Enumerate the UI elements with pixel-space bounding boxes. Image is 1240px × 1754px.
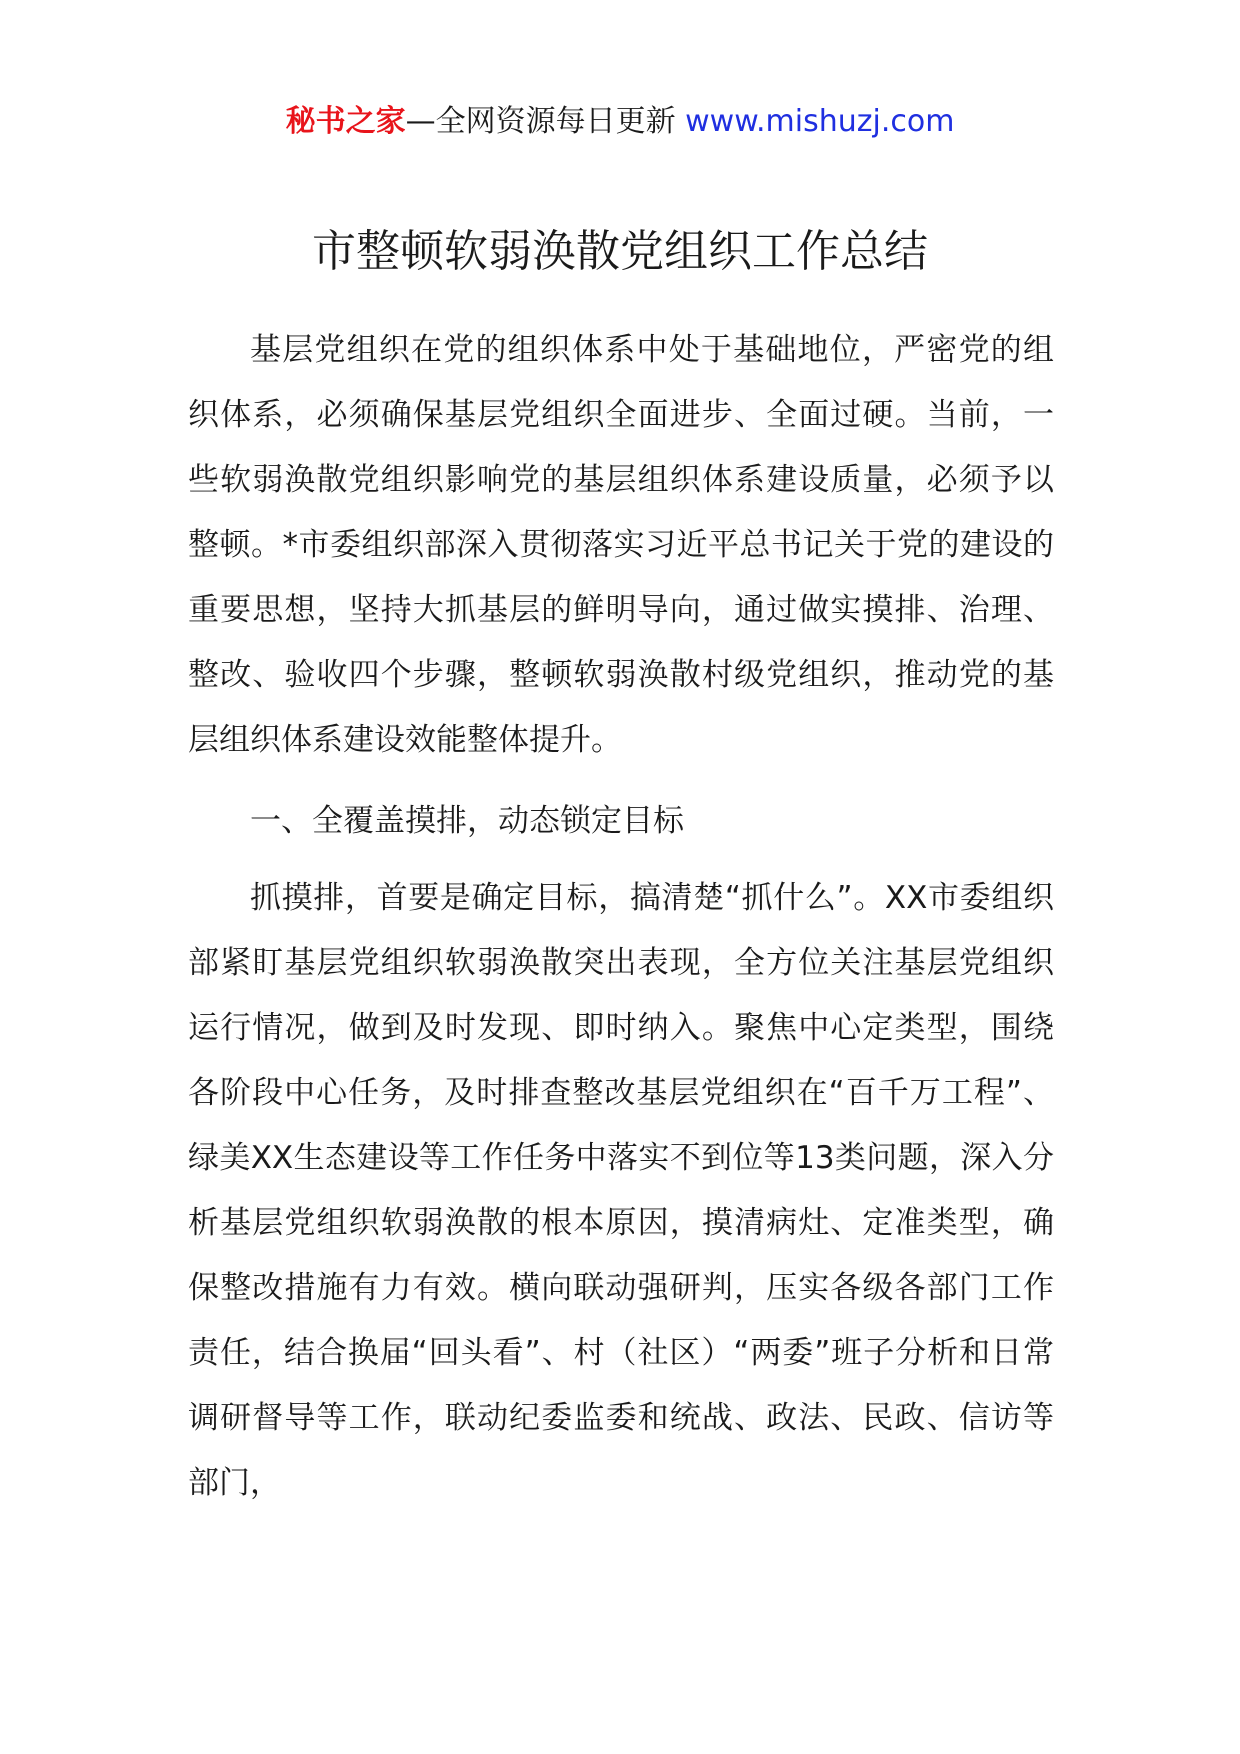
brand-name: 秘书之家 (285, 104, 406, 139)
site-url-link[interactable]: www.mishuzj.com (685, 104, 955, 139)
document-body (188, 318, 1054, 1516)
section-1-paragraph: 抓摸排，首要是确定目标，搞清楚“抓什么”。XX市委组织部紧盯基层党组织软弱涣散突出表现，全方位关注基层党组织运行情况，做到及时发现、即时纳入。聚焦中心定类型，围绕各阶段中心任务，及时排查整改基层党组织在“百千万工程”、绿美XX生态建设等工作任务中落实不到位等13类问题，深入分析基层党组织软弱涣散的根本原因，摸清病灶、定准类型，确保整改措施有力有效。横向联动强研判，压实各级各部门工作责任，结合换届“回头看”、村（社区）“两委”班子分析和日常调研督导等工作，联动纪委监委和统战、政法、民政、信访等部门， (188, 880, 1054, 1501)
header-tagline: —全网资源每日更新 (405, 104, 686, 139)
document-title: 市整顿软弱涣散党组织工作总结 (312, 226, 928, 277)
intro-paragraph: 基层党组织在党的组织体系中处于基础地位，严密党的组织体系，必须确保基层党组织全面进步、全面过硬。当前，一些软弱涣散党组织影响党的基层组织体系建设质量，必须予以整顿。*市委组织部深入贯彻落实习近平总书记关于党的建设的重要思想，坚持大抓基层的鲜明导向，通过做实摸排、治理、整改、验收四个步骤，整顿软弱涣散村级党组织，推动党的基层组织体系建设效能整体提升。 (188, 332, 1054, 758)
page-header (0, 100, 1240, 144)
section-1-heading: 一、全覆盖摸排，动态锁定目标 (250, 803, 684, 839)
